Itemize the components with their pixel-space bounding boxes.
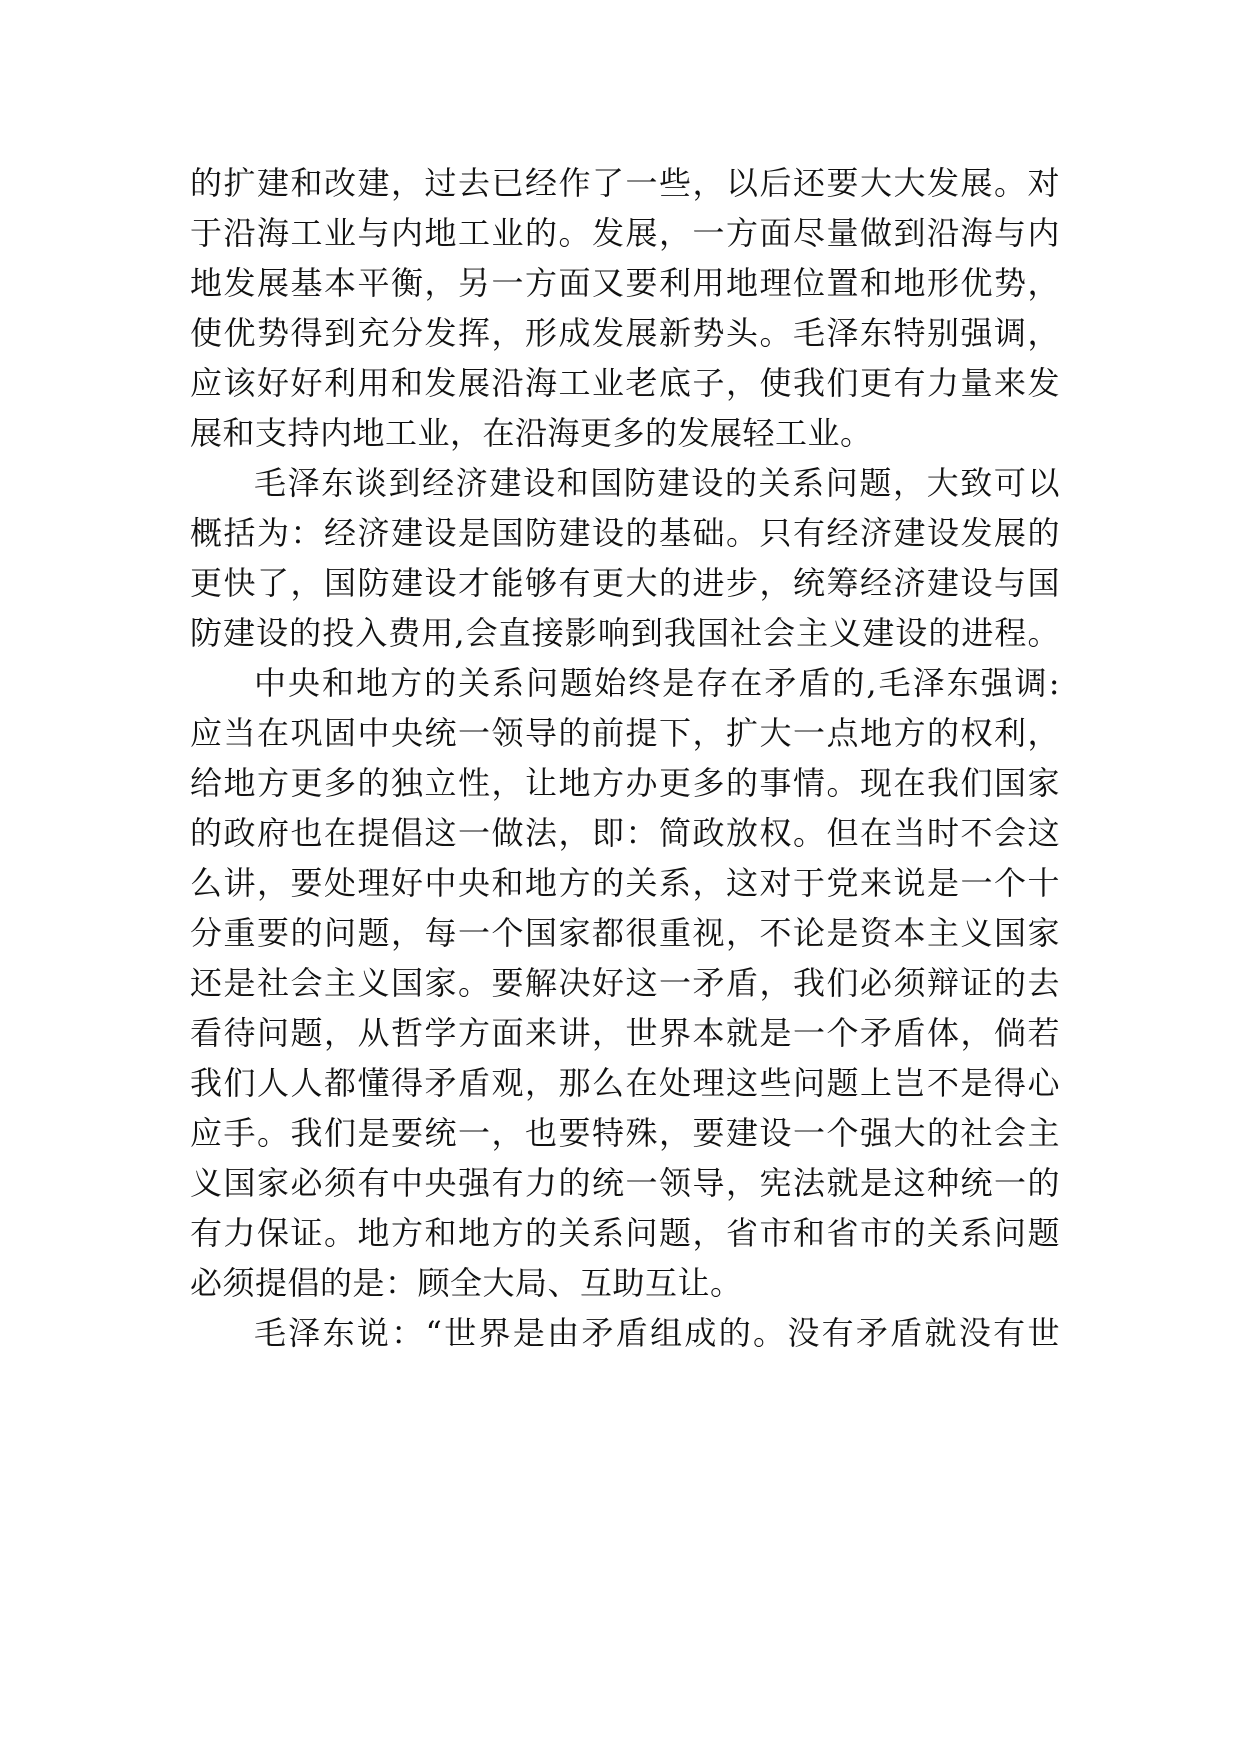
text-line: 分重要的问题，每一个国家都很重视，不论是资本主义国家 xyxy=(190,914,1060,952)
text-line: 防建设的投入费用,会直接影响到我国社会主义建设的进程。 xyxy=(190,614,1060,652)
text-line: 的扩建和改建，过去已经作了一些，以后还要大大发展。对 xyxy=(190,164,1060,202)
text-line: 义国家必须有中央强有力的统一领导，宪法就是这种统一的 xyxy=(190,1164,1060,1202)
text-line: 有力保证。地方和地方的关系问题，省市和省市的关系问题 xyxy=(190,1214,1060,1252)
text-line: 概括为：经济建设是国防建设的基础。只有经济建设发展的 xyxy=(190,514,1060,552)
text-line: 给地方更多的独立性，让地方办更多的事情。现在我们国家 xyxy=(190,764,1060,802)
text-line: 的政府也在提倡这一做法，即：简政放权。但在当时不会这 xyxy=(190,814,1060,852)
text-line: 中央和地方的关系问题始终是存在矛盾的,毛泽东强调: xyxy=(254,664,1060,702)
text-line: 应当在巩固中央统一领导的前提下，扩大一点地方的权利， xyxy=(190,714,1060,752)
text-line: 展和支持内地工业，在沿海更多的发展轻工业。 xyxy=(190,414,873,452)
text-line: 更快了，国防建设才能够有更大的进步，统筹经济建设与国 xyxy=(190,564,1060,602)
text-line: 地发展基本平衡，另一方面又要利用地理位置和地形优势， xyxy=(190,264,1060,302)
text-line: 么讲，要处理好中央和地方的关系，这对于党来说是一个十 xyxy=(190,864,1060,902)
text-line: 必须提倡的是：顾全大局、互助互让。 xyxy=(190,1264,743,1302)
paragraph-2 xyxy=(190,458,1060,658)
text-line: 应手。我们是要统一，也要特殊，要建设一个强大的社会主 xyxy=(190,1114,1060,1152)
text-line: 还是社会主义国家。要解决好这一矛盾，我们必须辩证的去 xyxy=(190,964,1060,1002)
text-line: 毛泽东谈到经济建设和国防建设的关系问题，大致可以 xyxy=(254,464,1060,502)
body-text xyxy=(190,158,1060,1358)
text-line: 我们人人都懂得矛盾观，那么在处理这些问题上岂不是得心 xyxy=(190,1064,1060,1102)
text-line: 使优势得到充分发挥，形成发展新势头。毛泽东特别强调， xyxy=(190,314,1060,352)
text-line: 应该好好利用和发展沿海工业老底子，使我们更有力量来发 xyxy=(190,364,1060,402)
paragraph-4 xyxy=(190,1308,1060,1358)
text-line: 看待问题，从哲学方面来讲，世界本就是一个矛盾体，倘若 xyxy=(190,1014,1060,1052)
paragraph-3 xyxy=(190,658,1060,1308)
text-line: 于沿海工业与内地工业的。发展，一方面尽量做到沿海与内 xyxy=(190,214,1060,252)
paragraph-1 xyxy=(190,158,1060,458)
text-line: 毛泽东说：“世界是由矛盾组成的。没有矛盾就没有世 xyxy=(254,1314,1060,1352)
